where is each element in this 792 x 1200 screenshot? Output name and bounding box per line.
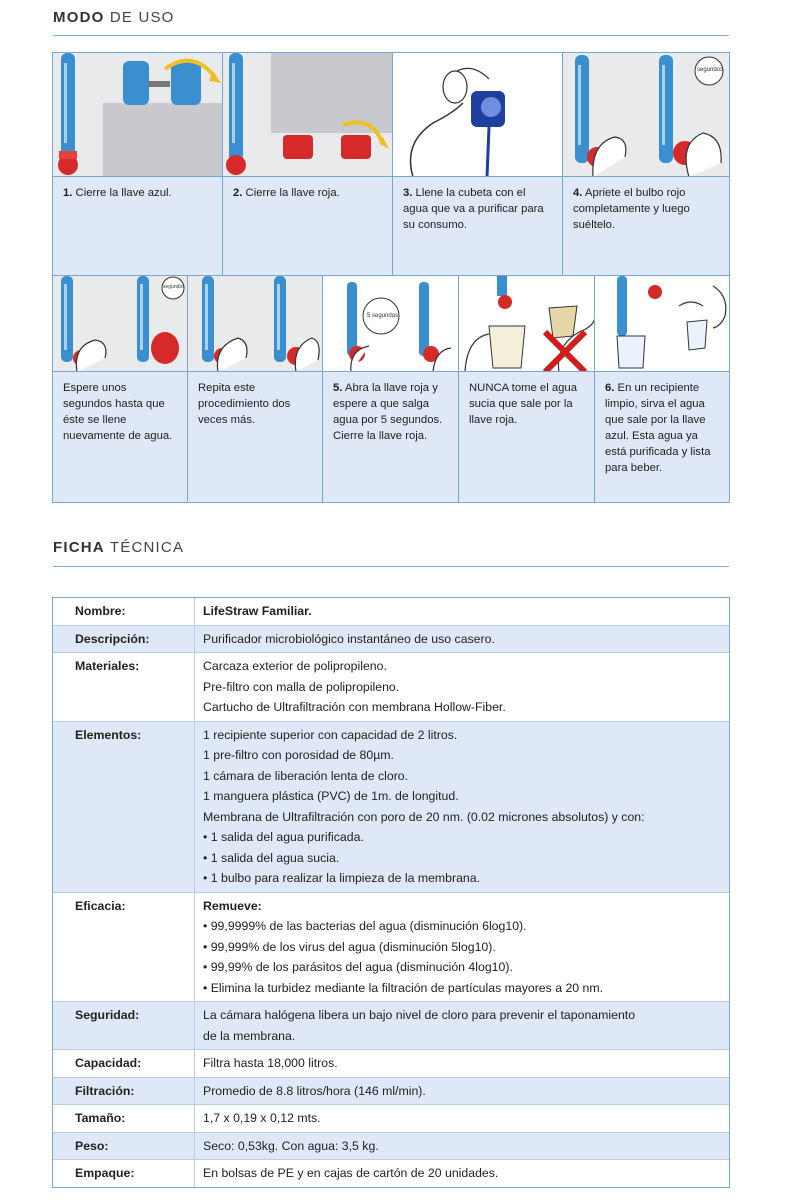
timer-label: segundos bbox=[697, 67, 724, 73]
step-wait bbox=[53, 276, 188, 502]
step-4 bbox=[563, 53, 729, 275]
timer-label: 5 segundos bbox=[367, 313, 399, 319]
ficha-tecnica-rule bbox=[53, 566, 729, 567]
spec-row bbox=[53, 626, 729, 654]
modo-de-uso-title: MODO DE USO bbox=[53, 9, 175, 26]
spec-value-line: • 99,9999% de las bacterias del agua (disminución 6log10). bbox=[203, 919, 527, 933]
spec-row bbox=[53, 1002, 729, 1050]
spec-value-line: de la membrana. bbox=[203, 1028, 296, 1043]
step-6-illustration bbox=[595, 276, 729, 372]
ficha-tecnica-table bbox=[52, 597, 730, 1188]
step-4-caption: 4. Apriete el bulbo rojo completamente y luego suéltelo. bbox=[573, 187, 690, 231]
spec-value-line: Membrana de Ultrafiltración con poro de 20 nm. (0.02 micrones absolutos) y con: bbox=[203, 809, 645, 824]
step-repeat-caption: Repita este procedimiento dos veces más. bbox=[198, 382, 291, 426]
spec-value-line: La cámara halógena libera un bajo nivel de cloro para prevenir el taponamiento bbox=[203, 1008, 636, 1022]
spec-value-line: • 99,999% de los virus del agua (disminución 5log10). bbox=[203, 939, 496, 954]
spec-value-line: 1 manguera plástica (PVC) de 1m. de longitud. bbox=[203, 789, 459, 803]
spec-value-line: Remueve: bbox=[203, 898, 262, 913]
step-5-caption: 5. Abra la llave roja y espere a que salga agua por 5 segundos. Cierre la llave roja. bbox=[333, 382, 443, 442]
modo-de-uso-rule bbox=[53, 35, 729, 36]
steps-row-1 bbox=[52, 52, 730, 276]
spec-value-line: 1 recipiente superior con capacidad de 2 litros. bbox=[203, 727, 458, 742]
spec-label: Peso: bbox=[75, 1138, 109, 1153]
step-5 bbox=[323, 276, 459, 502]
step-6 bbox=[595, 276, 729, 502]
spec-label: Eficacia: bbox=[75, 898, 126, 913]
spec-value bbox=[194, 893, 729, 1002]
spec-value-line: Promedio de 8.8 litros/hora (146 ml/min). bbox=[203, 1083, 426, 1098]
step-3 bbox=[393, 53, 563, 275]
step-3-caption: 3. Llene la cubeta con el agua que va a purificar para su consumo. bbox=[403, 187, 544, 231]
spec-value-line: Seco: 0,53kg. Con agua: 3,5 kg. bbox=[203, 1138, 379, 1153]
spec-label: Elementos: bbox=[75, 727, 142, 742]
spec-row bbox=[53, 1078, 729, 1106]
step-1-illustration bbox=[53, 53, 222, 177]
spec-row bbox=[53, 653, 729, 722]
spec-row bbox=[53, 1105, 729, 1133]
spec-value bbox=[194, 1133, 729, 1160]
spec-value bbox=[194, 722, 729, 892]
spec-value-line: 1 pre-filtro con porosidad de 80µm. bbox=[203, 748, 394, 762]
spec-value-line: Cartucho de Ultrafiltración con membrana Hollow-Fiber. bbox=[203, 700, 506, 714]
spec-row bbox=[53, 598, 729, 626]
step-1 bbox=[53, 53, 223, 275]
spec-row bbox=[53, 722, 729, 893]
step-warning-caption: NUNCA tome el agua sucia que sale por la llave roja. bbox=[469, 382, 577, 426]
spec-value-line: Pre-filtro con malla de polipropileno. bbox=[203, 679, 400, 694]
spec-value bbox=[194, 1050, 729, 1077]
spec-label: Descripción: bbox=[75, 631, 150, 646]
step-repeat-illustration bbox=[188, 276, 322, 372]
spec-value bbox=[194, 1160, 729, 1187]
spec-label: Capacidad: bbox=[75, 1056, 142, 1070]
step-repeat bbox=[188, 276, 323, 502]
spec-label: Filtración: bbox=[75, 1083, 135, 1098]
step-warning-illustration bbox=[459, 276, 594, 372]
spec-label: Tamaño: bbox=[75, 1111, 126, 1125]
spec-row bbox=[53, 1133, 729, 1161]
ficha-tecnica-title: FICHA TÉCNICA bbox=[53, 539, 185, 556]
spec-value bbox=[194, 626, 729, 653]
spec-row bbox=[53, 1050, 729, 1078]
step-wait-caption: Espere unos segundos hasta que éste se llene nuevamente de agua. bbox=[63, 382, 173, 442]
spec-label: Seguridad: bbox=[75, 1008, 140, 1022]
spec-value-line: Purificador microbiológico instantáneo de uso casero. bbox=[203, 631, 495, 646]
timer-label: segundos bbox=[163, 284, 185, 290]
step-4-illustration bbox=[563, 53, 729, 177]
spec-value-line: Carcaza exterior de polipropileno. bbox=[203, 659, 387, 673]
spec-label: Empaque: bbox=[75, 1166, 135, 1180]
step-wait-illustration bbox=[53, 276, 187, 372]
spec-row bbox=[53, 1160, 729, 1187]
spec-value bbox=[194, 1078, 729, 1105]
step-2 bbox=[223, 53, 393, 275]
step-3-illustration bbox=[393, 53, 562, 177]
spec-value-line: 1 cámara de liberación lenta de cloro. bbox=[203, 768, 409, 783]
spec-value-line: Filtra hasta 18,000 litros. bbox=[203, 1056, 338, 1070]
spec-value bbox=[194, 598, 729, 625]
spec-value bbox=[194, 1002, 729, 1049]
step-2-caption: 2. Cierre la llave roja. bbox=[233, 187, 340, 199]
spec-value-line: En bolsas de PE y en cajas de cartón de 20 unidades. bbox=[203, 1166, 499, 1180]
spec-value-line: • 1 bulbo para realizar la limpieza de la membrana. bbox=[203, 871, 481, 885]
spec-value bbox=[194, 653, 729, 721]
spec-value bbox=[194, 1105, 729, 1132]
step-6-caption: 6. En un recipiente limpio, sirva el agua que sale por la llave azul. Esta agua ya está purificada y lista para beber. bbox=[605, 382, 711, 474]
spec-value-line: • 99,99% de los parásitos del agua (disminución 4log10). bbox=[203, 960, 513, 974]
spec-row bbox=[53, 893, 729, 1003]
spec-label: Materiales: bbox=[75, 659, 140, 673]
step-warning bbox=[459, 276, 595, 502]
spec-value-line: LifeStraw Familiar. bbox=[203, 604, 312, 618]
spec-value-line: 1,7 x 0,19 x 0,12 mts. bbox=[203, 1111, 321, 1125]
steps-row-2 bbox=[52, 275, 730, 503]
step-5-illustration bbox=[323, 276, 458, 372]
spec-value-line: • 1 salida del agua purificada. bbox=[203, 830, 364, 844]
spec-value-line: • Elimina la turbidez mediante la filtración de partículas mayores a 20 nm. bbox=[203, 980, 604, 995]
spec-value-line: • 1 salida del agua sucia. bbox=[203, 850, 340, 865]
spec-label: Nombre: bbox=[75, 604, 126, 618]
step-1-caption: 1. Cierre la llave azul. bbox=[63, 187, 172, 199]
step-2-illustration bbox=[223, 53, 392, 177]
